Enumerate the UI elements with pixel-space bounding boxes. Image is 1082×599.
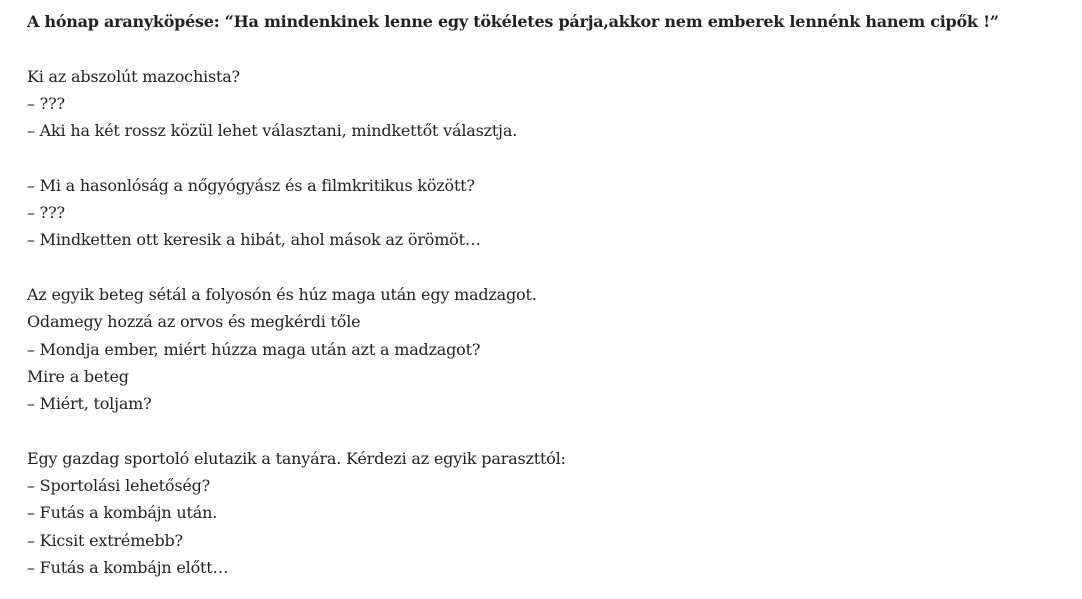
joke-line: – Kicsit extrémebb? xyxy=(27,530,183,550)
joke-block xyxy=(27,281,1082,417)
joke-line: Egy gazdag sportoló elutazik a tanyára. Kérdezi az egyik paraszttól: xyxy=(27,448,566,468)
joke-block xyxy=(27,172,1082,254)
joke-line: Odamegy hozzá az orvos és megkérdi tőle xyxy=(27,312,361,332)
joke-line: – Sportolási lehetőség? xyxy=(27,476,211,496)
joke-line: – Futás a kombájn után. xyxy=(27,503,218,523)
joke-line: – Aki ha két rossz közül lehet választani, mindkettőt választja. xyxy=(27,121,518,141)
headline: A hónap aranyköpése: “Ha mindenkinek lenne egy tökéletes párja,akkor nem emberek lennénk hanem cipők !” xyxy=(27,12,999,31)
joke-block xyxy=(27,445,1082,581)
joke-line: – Mondja ember, miért húzza maga után azt a madzagot? xyxy=(27,339,481,359)
joke-line: Az egyik beteg sétál a folyosón és húz maga után egy madzagot. xyxy=(27,284,537,304)
joke-line: Ki az abszolút mazochista? xyxy=(27,66,240,86)
joke-line: Mire a beteg xyxy=(27,366,129,386)
joke-line: – Mi a hasonlóság a nőgyógyász és a filmkritikus között? xyxy=(27,175,475,195)
joke-line: – Miért, toljam? xyxy=(27,394,152,414)
joke-line: – ??? xyxy=(27,93,65,113)
joke-line: – Futás a kombájn előtt… xyxy=(27,557,229,577)
joke-line: – ??? xyxy=(27,203,65,223)
joke-line: – Mindketten ott keresik a hibát, ahol mások az örömöt… xyxy=(27,230,481,250)
joke-block xyxy=(27,63,1082,145)
